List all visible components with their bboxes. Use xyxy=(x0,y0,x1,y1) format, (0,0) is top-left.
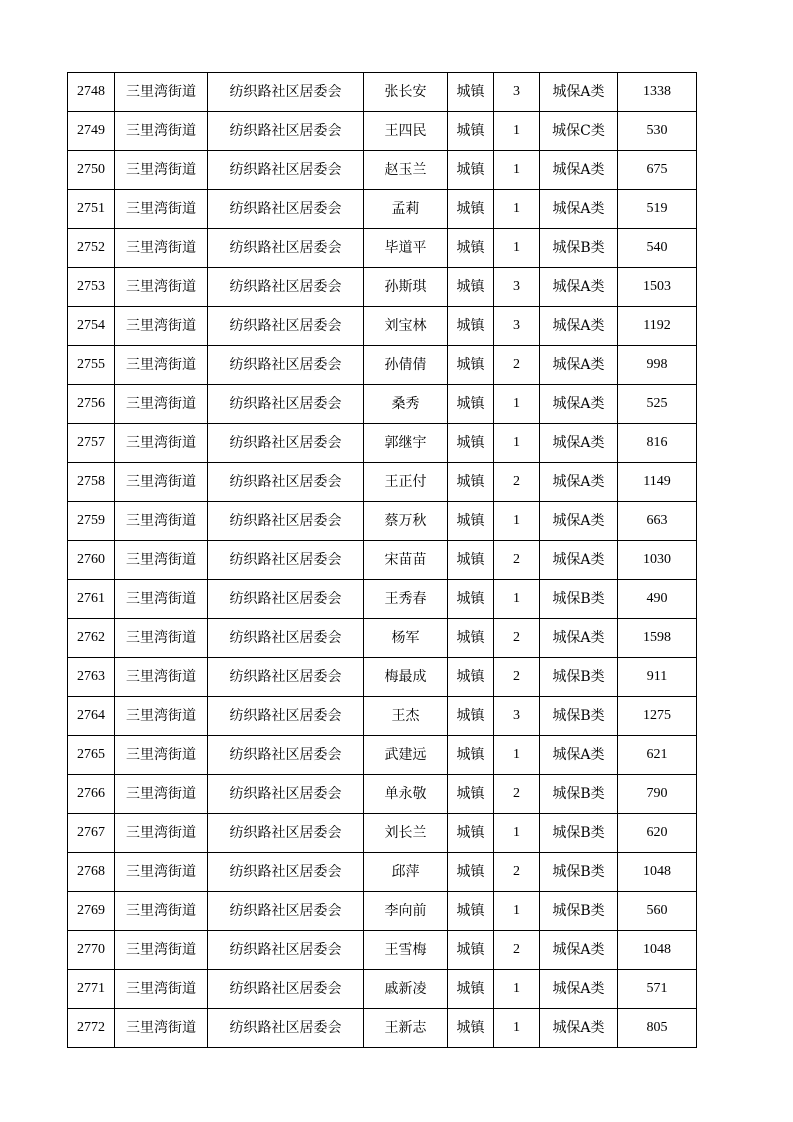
serial-number-cell: 2770 xyxy=(68,931,115,970)
street-office-cell: 三里湾街道 xyxy=(115,424,208,463)
serial-number-cell: 2751 xyxy=(68,190,115,229)
table-row xyxy=(68,814,697,853)
insurance-category-cell: 城保A类 xyxy=(540,151,618,190)
insurance-category-cell: 城保A类 xyxy=(540,73,618,112)
community-committee-cell: 纺织路社区居委会 xyxy=(208,658,364,697)
household-type-cell: 城镇 xyxy=(448,385,494,424)
street-office-cell: 三里湾街道 xyxy=(115,658,208,697)
household-size-cell: 3 xyxy=(494,73,540,112)
household-size-cell: 3 xyxy=(494,307,540,346)
street-office-cell: 三里湾街道 xyxy=(115,463,208,502)
benefit-amount-cell: 675 xyxy=(618,151,697,190)
street-office-cell: 三里湾街道 xyxy=(115,346,208,385)
community-committee-cell: 纺织路社区居委会 xyxy=(208,112,364,151)
person-name-cell: 戚新凌 xyxy=(364,970,448,1009)
household-size-cell: 1 xyxy=(494,112,540,151)
person-name-cell: 赵玉兰 xyxy=(364,151,448,190)
community-committee-cell: 纺织路社区居委会 xyxy=(208,385,364,424)
table-row xyxy=(68,268,697,307)
insurance-category-cell: 城保B类 xyxy=(540,580,618,619)
insurance-category-cell: 城保A类 xyxy=(540,268,618,307)
table-row xyxy=(68,658,697,697)
benefit-amount-cell: 525 xyxy=(618,385,697,424)
community-committee-cell: 纺织路社区居委会 xyxy=(208,619,364,658)
benefit-amount-cell: 1048 xyxy=(618,931,697,970)
household-size-cell: 1 xyxy=(494,229,540,268)
person-name-cell: 梅最成 xyxy=(364,658,448,697)
street-office-cell: 三里湾街道 xyxy=(115,385,208,424)
benefit-amount-cell: 571 xyxy=(618,970,697,1009)
household-size-cell: 2 xyxy=(494,541,540,580)
serial-number-cell: 2759 xyxy=(68,502,115,541)
household-type-cell: 城镇 xyxy=(448,814,494,853)
serial-number-cell: 2772 xyxy=(68,1009,115,1048)
person-name-cell: 王正付 xyxy=(364,463,448,502)
insurance-category-cell: 城保A类 xyxy=(540,385,618,424)
household-type-cell: 城镇 xyxy=(448,970,494,1009)
person-name-cell: 毕道平 xyxy=(364,229,448,268)
serial-number-cell: 2768 xyxy=(68,853,115,892)
community-committee-cell: 纺织路社区居委会 xyxy=(208,151,364,190)
household-size-cell: 3 xyxy=(494,268,540,307)
table-row xyxy=(68,151,697,190)
table-row xyxy=(68,541,697,580)
street-office-cell: 三里湾街道 xyxy=(115,697,208,736)
table-row xyxy=(68,502,697,541)
household-size-cell: 1 xyxy=(494,502,540,541)
person-name-cell: 李向前 xyxy=(364,892,448,931)
insurance-category-cell: 城保B类 xyxy=(540,658,618,697)
roster-body xyxy=(68,73,697,1048)
community-committee-cell: 纺织路社区居委会 xyxy=(208,268,364,307)
serial-number-cell: 2752 xyxy=(68,229,115,268)
benefit-amount-cell: 805 xyxy=(618,1009,697,1048)
serial-number-cell: 2765 xyxy=(68,736,115,775)
household-size-cell: 1 xyxy=(494,190,540,229)
community-committee-cell: 纺织路社区居委会 xyxy=(208,970,364,1009)
street-office-cell: 三里湾街道 xyxy=(115,580,208,619)
household-type-cell: 城镇 xyxy=(448,580,494,619)
benefit-amount-cell: 490 xyxy=(618,580,697,619)
insurance-category-cell: 城保A类 xyxy=(540,1009,618,1048)
insurance-category-cell: 城保A类 xyxy=(540,736,618,775)
table-row xyxy=(68,229,697,268)
community-committee-cell: 纺织路社区居委会 xyxy=(208,775,364,814)
household-type-cell: 城镇 xyxy=(448,424,494,463)
insurance-category-cell: 城保B类 xyxy=(540,814,618,853)
street-office-cell: 三里湾街道 xyxy=(115,970,208,1009)
insurance-category-cell: 城保A类 xyxy=(540,619,618,658)
community-committee-cell: 纺织路社区居委会 xyxy=(208,463,364,502)
table-row xyxy=(68,424,697,463)
benefit-amount-cell: 621 xyxy=(618,736,697,775)
serial-number-cell: 2757 xyxy=(68,424,115,463)
serial-number-cell: 2771 xyxy=(68,970,115,1009)
household-type-cell: 城镇 xyxy=(448,697,494,736)
household-type-cell: 城镇 xyxy=(448,268,494,307)
benefit-amount-cell: 663 xyxy=(618,502,697,541)
person-name-cell: 王秀春 xyxy=(364,580,448,619)
household-size-cell: 3 xyxy=(494,697,540,736)
table-row xyxy=(68,190,697,229)
street-office-cell: 三里湾街道 xyxy=(115,619,208,658)
roster-table xyxy=(67,72,697,1048)
street-office-cell: 三里湾街道 xyxy=(115,268,208,307)
table-row xyxy=(68,385,697,424)
insurance-category-cell: 城保B类 xyxy=(540,775,618,814)
community-committee-cell: 纺织路社区居委会 xyxy=(208,73,364,112)
household-size-cell: 1 xyxy=(494,892,540,931)
person-name-cell: 王新志 xyxy=(364,1009,448,1048)
household-size-cell: 1 xyxy=(494,385,540,424)
household-type-cell: 城镇 xyxy=(448,502,494,541)
table-row xyxy=(68,775,697,814)
household-type-cell: 城镇 xyxy=(448,229,494,268)
community-committee-cell: 纺织路社区居委会 xyxy=(208,190,364,229)
household-size-cell: 1 xyxy=(494,580,540,619)
person-name-cell: 郭继宇 xyxy=(364,424,448,463)
person-name-cell: 张长安 xyxy=(364,73,448,112)
community-committee-cell: 纺织路社区居委会 xyxy=(208,814,364,853)
serial-number-cell: 2748 xyxy=(68,73,115,112)
benefit-amount-cell: 1030 xyxy=(618,541,697,580)
person-name-cell: 刘长兰 xyxy=(364,814,448,853)
benefit-amount-cell: 1275 xyxy=(618,697,697,736)
table-row xyxy=(68,931,697,970)
table-row xyxy=(68,112,697,151)
household-type-cell: 城镇 xyxy=(448,307,494,346)
household-type-cell: 城镇 xyxy=(448,463,494,502)
benefit-amount-cell: 1338 xyxy=(618,73,697,112)
benefit-amount-cell: 816 xyxy=(618,424,697,463)
street-office-cell: 三里湾街道 xyxy=(115,502,208,541)
household-type-cell: 城镇 xyxy=(448,619,494,658)
insurance-category-cell: 城保B类 xyxy=(540,697,618,736)
community-committee-cell: 纺织路社区居委会 xyxy=(208,1009,364,1048)
community-committee-cell: 纺织路社区居委会 xyxy=(208,541,364,580)
serial-number-cell: 2767 xyxy=(68,814,115,853)
community-committee-cell: 纺织路社区居委会 xyxy=(208,853,364,892)
table-row xyxy=(68,619,697,658)
street-office-cell: 三里湾街道 xyxy=(115,931,208,970)
street-office-cell: 三里湾街道 xyxy=(115,151,208,190)
street-office-cell: 三里湾街道 xyxy=(115,775,208,814)
person-name-cell: 宋苗苗 xyxy=(364,541,448,580)
household-size-cell: 1 xyxy=(494,970,540,1009)
household-type-cell: 城镇 xyxy=(448,931,494,970)
household-size-cell: 2 xyxy=(494,775,540,814)
street-office-cell: 三里湾街道 xyxy=(115,892,208,931)
table-row xyxy=(68,1009,697,1048)
street-office-cell: 三里湾街道 xyxy=(115,190,208,229)
community-committee-cell: 纺织路社区居委会 xyxy=(208,736,364,775)
table-row xyxy=(68,346,697,385)
household-size-cell: 1 xyxy=(494,1009,540,1048)
person-name-cell: 孙倩倩 xyxy=(364,346,448,385)
serial-number-cell: 2758 xyxy=(68,463,115,502)
household-size-cell: 2 xyxy=(494,853,540,892)
community-committee-cell: 纺织路社区居委会 xyxy=(208,931,364,970)
household-size-cell: 2 xyxy=(494,658,540,697)
serial-number-cell: 2760 xyxy=(68,541,115,580)
household-type-cell: 城镇 xyxy=(448,73,494,112)
household-type-cell: 城镇 xyxy=(448,346,494,385)
serial-number-cell: 2749 xyxy=(68,112,115,151)
person-name-cell: 刘宝林 xyxy=(364,307,448,346)
serial-number-cell: 2750 xyxy=(68,151,115,190)
table-row xyxy=(68,463,697,502)
table-row xyxy=(68,73,697,112)
insurance-category-cell: 城保B类 xyxy=(540,892,618,931)
person-name-cell: 孙斯琪 xyxy=(364,268,448,307)
street-office-cell: 三里湾街道 xyxy=(115,73,208,112)
household-type-cell: 城镇 xyxy=(448,736,494,775)
table-row xyxy=(68,307,697,346)
insurance-category-cell: 城保A类 xyxy=(540,970,618,1009)
benefit-amount-cell: 1598 xyxy=(618,619,697,658)
community-committee-cell: 纺织路社区居委会 xyxy=(208,307,364,346)
benefit-amount-cell: 998 xyxy=(618,346,697,385)
table-row xyxy=(68,736,697,775)
street-office-cell: 三里湾街道 xyxy=(115,853,208,892)
insurance-category-cell: 城保A类 xyxy=(540,424,618,463)
insurance-category-cell: 城保A类 xyxy=(540,541,618,580)
household-size-cell: 1 xyxy=(494,424,540,463)
household-size-cell: 2 xyxy=(494,463,540,502)
insurance-category-cell: 城保A类 xyxy=(540,346,618,385)
insurance-category-cell: 城保A类 xyxy=(540,463,618,502)
household-type-cell: 城镇 xyxy=(448,190,494,229)
street-office-cell: 三里湾街道 xyxy=(115,541,208,580)
benefit-amount-cell: 1149 xyxy=(618,463,697,502)
serial-number-cell: 2766 xyxy=(68,775,115,814)
serial-number-cell: 2754 xyxy=(68,307,115,346)
person-name-cell: 邱萍 xyxy=(364,853,448,892)
insurance-category-cell: 城保A类 xyxy=(540,931,618,970)
community-committee-cell: 纺织路社区居委会 xyxy=(208,697,364,736)
table-row xyxy=(68,892,697,931)
community-committee-cell: 纺织路社区居委会 xyxy=(208,892,364,931)
serial-number-cell: 2761 xyxy=(68,580,115,619)
household-type-cell: 城镇 xyxy=(448,658,494,697)
street-office-cell: 三里湾街道 xyxy=(115,736,208,775)
table-row xyxy=(68,697,697,736)
household-size-cell: 2 xyxy=(494,346,540,385)
person-name-cell: 王四民 xyxy=(364,112,448,151)
insurance-category-cell: 城保B类 xyxy=(540,853,618,892)
insurance-category-cell: 城保B类 xyxy=(540,229,618,268)
benefit-amount-cell: 1192 xyxy=(618,307,697,346)
person-name-cell: 单永敬 xyxy=(364,775,448,814)
household-type-cell: 城镇 xyxy=(448,853,494,892)
serial-number-cell: 2762 xyxy=(68,619,115,658)
benefit-amount-cell: 790 xyxy=(618,775,697,814)
person-name-cell: 王杰 xyxy=(364,697,448,736)
community-committee-cell: 纺织路社区居委会 xyxy=(208,229,364,268)
benefit-amount-cell: 911 xyxy=(618,658,697,697)
serial-number-cell: 2769 xyxy=(68,892,115,931)
table-row xyxy=(68,970,697,1009)
table-row xyxy=(68,853,697,892)
benefit-amount-cell: 540 xyxy=(618,229,697,268)
household-size-cell: 1 xyxy=(494,814,540,853)
person-name-cell: 蔡万秋 xyxy=(364,502,448,541)
serial-number-cell: 2756 xyxy=(68,385,115,424)
person-name-cell: 王雪梅 xyxy=(364,931,448,970)
household-size-cell: 1 xyxy=(494,151,540,190)
person-name-cell: 武建远 xyxy=(364,736,448,775)
community-committee-cell: 纺织路社区居委会 xyxy=(208,346,364,385)
street-office-cell: 三里湾街道 xyxy=(115,112,208,151)
street-office-cell: 三里湾街道 xyxy=(115,307,208,346)
household-type-cell: 城镇 xyxy=(448,151,494,190)
insurance-category-cell: 城保A类 xyxy=(540,307,618,346)
benefit-amount-cell: 1048 xyxy=(618,853,697,892)
household-size-cell: 2 xyxy=(494,931,540,970)
community-committee-cell: 纺织路社区居委会 xyxy=(208,580,364,619)
roster-sheet xyxy=(67,72,696,1048)
insurance-category-cell: 城保A类 xyxy=(540,502,618,541)
insurance-category-cell: 城保C类 xyxy=(540,112,618,151)
street-office-cell: 三里湾街道 xyxy=(115,229,208,268)
household-size-cell: 1 xyxy=(494,736,540,775)
serial-number-cell: 2764 xyxy=(68,697,115,736)
serial-number-cell: 2763 xyxy=(68,658,115,697)
person-name-cell: 桑秀 xyxy=(364,385,448,424)
household-type-cell: 城镇 xyxy=(448,775,494,814)
benefit-amount-cell: 530 xyxy=(618,112,697,151)
benefit-amount-cell: 1503 xyxy=(618,268,697,307)
household-type-cell: 城镇 xyxy=(448,541,494,580)
serial-number-cell: 2755 xyxy=(68,346,115,385)
community-committee-cell: 纺织路社区居委会 xyxy=(208,424,364,463)
street-office-cell: 三里湾街道 xyxy=(115,814,208,853)
serial-number-cell: 2753 xyxy=(68,268,115,307)
table-row xyxy=(68,580,697,619)
household-type-cell: 城镇 xyxy=(448,1009,494,1048)
insurance-category-cell: 城保A类 xyxy=(540,190,618,229)
street-office-cell: 三里湾街道 xyxy=(115,1009,208,1048)
household-type-cell: 城镇 xyxy=(448,112,494,151)
household-size-cell: 2 xyxy=(494,619,540,658)
benefit-amount-cell: 560 xyxy=(618,892,697,931)
benefit-amount-cell: 519 xyxy=(618,190,697,229)
benefit-amount-cell: 620 xyxy=(618,814,697,853)
household-type-cell: 城镇 xyxy=(448,892,494,931)
person-name-cell: 孟莉 xyxy=(364,190,448,229)
person-name-cell: 杨军 xyxy=(364,619,448,658)
community-committee-cell: 纺织路社区居委会 xyxy=(208,502,364,541)
